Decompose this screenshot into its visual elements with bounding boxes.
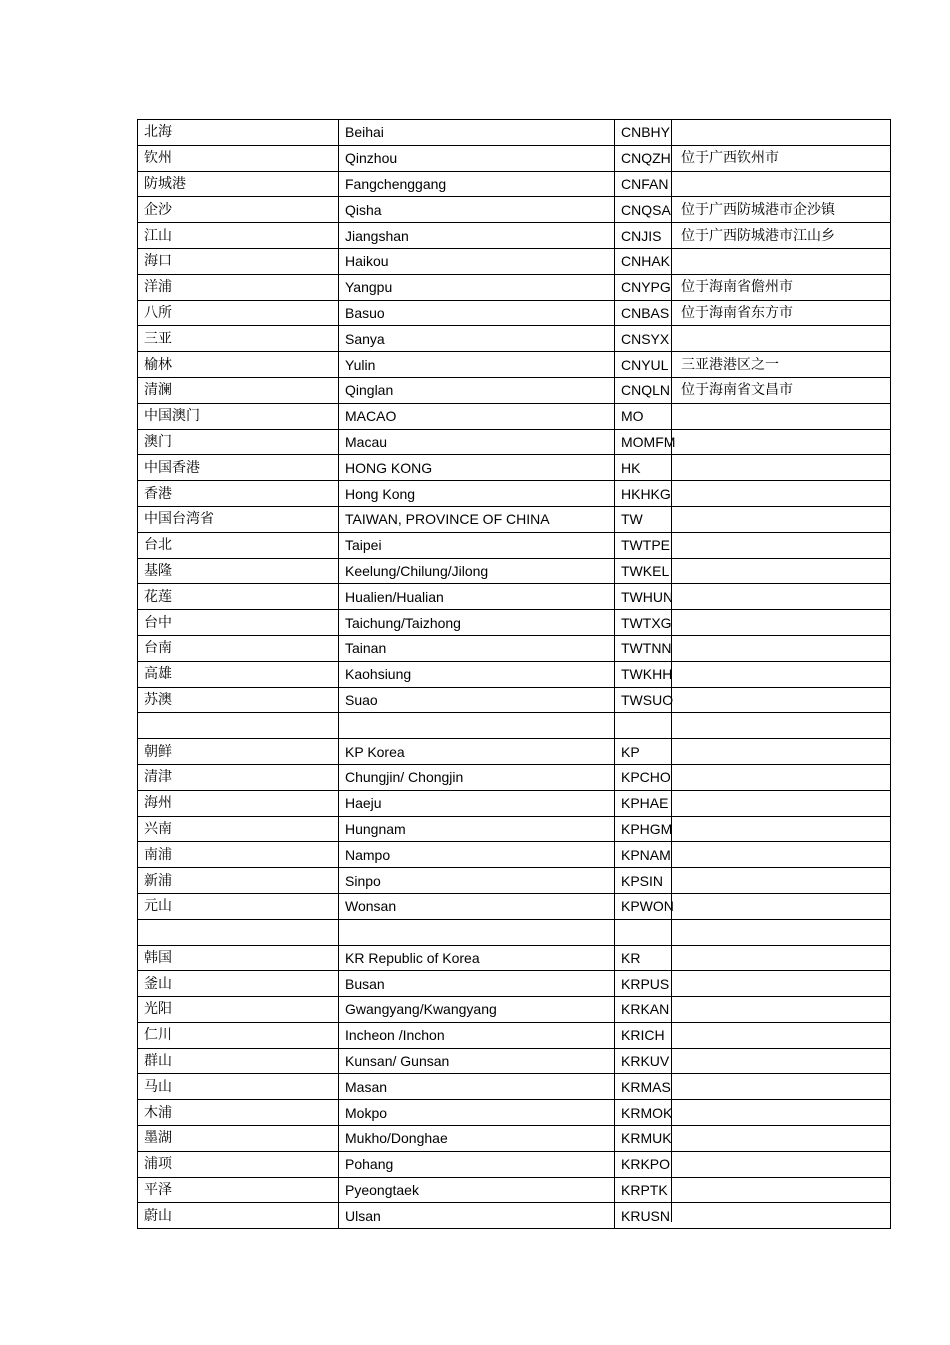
port-code-cell bbox=[615, 352, 891, 378]
port-code-cell bbox=[615, 300, 891, 326]
port-code: KRKUV bbox=[621, 1053, 670, 1070]
table-row bbox=[138, 1203, 891, 1229]
port-code: TW bbox=[621, 511, 643, 528]
port-code-cell bbox=[615, 1151, 891, 1177]
english-name-cell: Yangpu bbox=[339, 274, 615, 300]
table-row bbox=[138, 661, 891, 687]
port-code: KPSIN bbox=[621, 872, 664, 889]
english-name-cell: Kunsan/ Gunsan bbox=[339, 1048, 615, 1074]
port-code: CNQLN bbox=[621, 382, 671, 399]
english-name-cell: TAIWAN, PROVINCE OF CHINA bbox=[339, 506, 615, 532]
chinese-name-cell: 台北 bbox=[138, 532, 339, 558]
port-code: HKHKG bbox=[621, 485, 671, 502]
port-code-cell bbox=[615, 455, 891, 481]
chinese-name-cell: 木浦 bbox=[138, 1100, 339, 1126]
port-code-cell bbox=[615, 326, 891, 352]
port-code: TWKHH bbox=[621, 666, 673, 683]
table-row bbox=[138, 506, 891, 532]
port-code: KP bbox=[621, 743, 640, 760]
chinese-name-cell: 澳门 bbox=[138, 429, 339, 455]
english-name-cell: Hong Kong bbox=[339, 481, 615, 507]
chinese-name-cell bbox=[138, 919, 339, 945]
chinese-name-cell: 苏澳 bbox=[138, 687, 339, 713]
port-code: KPWON bbox=[621, 898, 674, 915]
port-code: KRPUS bbox=[621, 975, 670, 992]
port-code: CNYPG bbox=[621, 279, 671, 296]
port-code-cell bbox=[615, 997, 891, 1023]
table-row bbox=[138, 971, 891, 997]
chinese-name-cell: 花莲 bbox=[138, 584, 339, 610]
table-row bbox=[138, 687, 891, 713]
table-row bbox=[138, 868, 891, 894]
english-name-cell: Macau bbox=[339, 429, 615, 455]
english-name-cell: Keelung/Chilung/Jilong bbox=[339, 558, 615, 584]
port-note: 位于海南省东方市 bbox=[681, 304, 793, 321]
port-code-cell bbox=[615, 403, 891, 429]
port-code: KRKAN bbox=[621, 1001, 670, 1018]
english-name-cell: Pyeongtaek bbox=[339, 1177, 615, 1203]
chinese-name-cell bbox=[138, 713, 339, 739]
port-code-cell bbox=[615, 816, 891, 842]
port-code-cell bbox=[615, 1022, 891, 1048]
port-code-cell bbox=[615, 893, 891, 919]
chinese-name-cell: 墨湖 bbox=[138, 1126, 339, 1152]
english-name-cell: Jiangshan bbox=[339, 223, 615, 249]
table-row bbox=[138, 584, 891, 610]
table-row bbox=[138, 326, 891, 352]
port-code-cell bbox=[615, 868, 891, 894]
english-name-cell: Mukho/Donghae bbox=[339, 1126, 615, 1152]
english-name-cell: Gwangyang/Kwangyang bbox=[339, 997, 615, 1023]
port-code: KRKPO bbox=[621, 1156, 671, 1173]
table-row bbox=[138, 1177, 891, 1203]
port-note: 位于广西防城港市企沙镇 bbox=[681, 201, 835, 218]
table-row bbox=[138, 842, 891, 868]
english-name-cell: Chungjin/ Chongjin bbox=[339, 764, 615, 790]
port-code: KR bbox=[621, 949, 641, 966]
english-name-cell: Kaohsiung bbox=[339, 661, 615, 687]
chinese-name-cell: 釜山 bbox=[138, 971, 339, 997]
table-row bbox=[138, 739, 891, 765]
table-row bbox=[138, 945, 891, 971]
chinese-name-cell: 光阳 bbox=[138, 997, 339, 1023]
port-code-cell bbox=[615, 945, 891, 971]
english-name-cell: Sanya bbox=[339, 326, 615, 352]
port-code: TWSUO bbox=[621, 691, 674, 708]
english-name-cell bbox=[339, 713, 615, 739]
table-row bbox=[138, 377, 891, 403]
port-code-cell bbox=[615, 842, 891, 868]
port-code: CNYUL bbox=[621, 356, 669, 373]
table-row bbox=[138, 1151, 891, 1177]
chinese-name-cell: 元山 bbox=[138, 893, 339, 919]
chinese-name-cell: 企沙 bbox=[138, 197, 339, 223]
port-code: KPCHO bbox=[621, 769, 671, 786]
port-code-cell bbox=[615, 248, 891, 274]
english-name-cell: Taichung/Taizhong bbox=[339, 610, 615, 636]
port-code: KRICH bbox=[621, 1027, 665, 1044]
chinese-name-cell: 群山 bbox=[138, 1048, 339, 1074]
port-code-cell bbox=[615, 274, 891, 300]
table-row bbox=[138, 300, 891, 326]
port-note: 三亚港港区之一 bbox=[681, 356, 779, 373]
port-code: TWTPE bbox=[621, 537, 670, 554]
port-code-cell bbox=[615, 610, 891, 636]
table-row bbox=[138, 919, 891, 945]
english-name-cell: HONG KONG bbox=[339, 455, 615, 481]
port-note: 位于广西钦州市 bbox=[681, 150, 779, 167]
english-name-cell: Basuo bbox=[339, 300, 615, 326]
port-code-cell bbox=[615, 764, 891, 790]
port-code: TWKEL bbox=[621, 562, 670, 579]
table-row bbox=[138, 481, 891, 507]
chinese-name-cell: 防城港 bbox=[138, 171, 339, 197]
chinese-name-cell: 基隆 bbox=[138, 558, 339, 584]
port-code: KPHAE bbox=[621, 795, 669, 812]
port-code-cell bbox=[615, 1203, 891, 1229]
table-row bbox=[138, 790, 891, 816]
chinese-name-cell: 海州 bbox=[138, 790, 339, 816]
english-name-cell bbox=[339, 919, 615, 945]
english-name-cell: Beihai bbox=[339, 120, 615, 146]
english-name-cell: Haikou bbox=[339, 248, 615, 274]
port-code: KRMOK bbox=[621, 1104, 673, 1121]
port-code: HK bbox=[621, 459, 641, 476]
chinese-name-cell: 中国香港 bbox=[138, 455, 339, 481]
table-row bbox=[138, 352, 891, 378]
table-row bbox=[138, 558, 891, 584]
port-code-cell bbox=[615, 558, 891, 584]
english-name-cell: Taipei bbox=[339, 532, 615, 558]
english-name-cell: Yulin bbox=[339, 352, 615, 378]
chinese-name-cell: 浦项 bbox=[138, 1151, 339, 1177]
english-name-cell: Qinzhou bbox=[339, 145, 615, 171]
table-row bbox=[138, 764, 891, 790]
english-name-cell: Wonsan bbox=[339, 893, 615, 919]
port-code: TWHUN bbox=[621, 588, 674, 605]
table-row bbox=[138, 1048, 891, 1074]
port-code-cell bbox=[615, 506, 891, 532]
port-code-cell bbox=[615, 197, 891, 223]
port-code-cell bbox=[615, 120, 891, 146]
port-code-cell bbox=[615, 790, 891, 816]
port-code-cell bbox=[615, 1126, 891, 1152]
port-code-cell bbox=[615, 635, 891, 661]
table-row bbox=[138, 1022, 891, 1048]
port-code: CNHAK bbox=[621, 253, 671, 270]
port-code-cell bbox=[615, 532, 891, 558]
english-name-cell: Busan bbox=[339, 971, 615, 997]
english-name-cell: Incheon /Inchon bbox=[339, 1022, 615, 1048]
chinese-name-cell: 海口 bbox=[138, 248, 339, 274]
table-row bbox=[138, 893, 891, 919]
english-name-cell: Qinglan bbox=[339, 377, 615, 403]
port-code-cell bbox=[615, 377, 891, 403]
port-code-cell bbox=[615, 661, 891, 687]
english-name-cell: Nampo bbox=[339, 842, 615, 868]
port-code: CNFAN bbox=[621, 175, 669, 192]
port-code-cell bbox=[615, 429, 891, 455]
chinese-name-cell: 蔚山 bbox=[138, 1203, 339, 1229]
table-row bbox=[138, 1074, 891, 1100]
port-code: MO bbox=[621, 408, 644, 425]
english-name-cell: Tainan bbox=[339, 635, 615, 661]
table-row bbox=[138, 248, 891, 274]
port-note: 位于海南省文昌市 bbox=[681, 382, 793, 399]
table-row bbox=[138, 274, 891, 300]
port-code-cell bbox=[615, 171, 891, 197]
english-name-cell: Ulsan bbox=[339, 1203, 615, 1229]
port-code: CNBHY bbox=[621, 124, 671, 141]
english-name-cell: Mokpo bbox=[339, 1100, 615, 1126]
english-name-cell: Masan bbox=[339, 1074, 615, 1100]
port-code: CNQZH bbox=[621, 150, 671, 167]
chinese-name-cell: 马山 bbox=[138, 1074, 339, 1100]
english-name-cell: KP Korea bbox=[339, 739, 615, 765]
port-code: KRMUK bbox=[621, 1130, 672, 1147]
table-row bbox=[138, 713, 891, 739]
port-code-cell bbox=[615, 739, 891, 765]
port-code: CNBAS bbox=[621, 304, 670, 321]
chinese-name-cell: 八所 bbox=[138, 300, 339, 326]
chinese-name-cell: 洋浦 bbox=[138, 274, 339, 300]
table-row bbox=[138, 223, 891, 249]
port-code-cell bbox=[615, 713, 891, 739]
table-row bbox=[138, 1126, 891, 1152]
english-name-cell: Pohang bbox=[339, 1151, 615, 1177]
port-code: KRPTK bbox=[621, 1182, 668, 1199]
table-row bbox=[138, 403, 891, 429]
english-name-cell: KR Republic of Korea bbox=[339, 945, 615, 971]
port-note: 位于海南省儋州市 bbox=[681, 279, 793, 296]
table-row bbox=[138, 997, 891, 1023]
chinese-name-cell: 中国台湾省 bbox=[138, 506, 339, 532]
chinese-name-cell: 清津 bbox=[138, 764, 339, 790]
port-code-cell bbox=[615, 1177, 891, 1203]
port-code: CNJIS bbox=[621, 227, 662, 244]
port-note: 位于广西防城港市江山乡 bbox=[681, 227, 835, 244]
port-code: CNQSA bbox=[621, 201, 671, 218]
chinese-name-cell: 清澜 bbox=[138, 377, 339, 403]
chinese-name-cell: 朝鲜 bbox=[138, 739, 339, 765]
port-code: TWTNN bbox=[621, 640, 672, 657]
table-row bbox=[138, 429, 891, 455]
chinese-name-cell: 新浦 bbox=[138, 868, 339, 894]
table-row bbox=[138, 1100, 891, 1126]
table-row bbox=[138, 145, 891, 171]
chinese-name-cell: 台中 bbox=[138, 610, 339, 636]
chinese-name-cell: 江山 bbox=[138, 223, 339, 249]
table-row bbox=[138, 532, 891, 558]
chinese-name-cell: 南浦 bbox=[138, 842, 339, 868]
port-code: KPNAM bbox=[621, 846, 671, 863]
table-body bbox=[138, 120, 891, 1229]
table-row bbox=[138, 171, 891, 197]
chinese-name-cell: 韩国 bbox=[138, 945, 339, 971]
table-row bbox=[138, 455, 891, 481]
chinese-name-cell: 中国澳门 bbox=[138, 403, 339, 429]
table-row bbox=[138, 120, 891, 146]
port-code-cell bbox=[615, 919, 891, 945]
english-name-cell: Hungnam bbox=[339, 816, 615, 842]
chinese-name-cell: 三亚 bbox=[138, 326, 339, 352]
chinese-name-cell: 榆林 bbox=[138, 352, 339, 378]
port-code-cell bbox=[615, 584, 891, 610]
chinese-name-cell: 兴南 bbox=[138, 816, 339, 842]
port-code-cell bbox=[615, 1048, 891, 1074]
chinese-name-cell: 高雄 bbox=[138, 661, 339, 687]
port-code: KPHGM bbox=[621, 820, 673, 837]
port-code: TWTXG bbox=[621, 614, 672, 631]
table-row bbox=[138, 635, 891, 661]
port-code-table bbox=[137, 119, 891, 1229]
chinese-name-cell: 平泽 bbox=[138, 1177, 339, 1203]
english-name-cell: Fangchenggang bbox=[339, 171, 615, 197]
chinese-name-cell: 香港 bbox=[138, 481, 339, 507]
chinese-name-cell: 台南 bbox=[138, 635, 339, 661]
port-code-cell bbox=[615, 481, 891, 507]
port-code-cell bbox=[615, 971, 891, 997]
port-code: KRUSN bbox=[621, 1207, 671, 1224]
table-row bbox=[138, 197, 891, 223]
port-code-cell bbox=[615, 145, 891, 171]
english-name-cell: Haeju bbox=[339, 790, 615, 816]
chinese-name-cell: 仁川 bbox=[138, 1022, 339, 1048]
port-code: CNSYX bbox=[621, 330, 670, 347]
english-name-cell: MACAO bbox=[339, 403, 615, 429]
table-row bbox=[138, 816, 891, 842]
port-code-cell bbox=[615, 223, 891, 249]
english-name-cell: Qisha bbox=[339, 197, 615, 223]
port-code: MOMFM bbox=[621, 433, 676, 450]
port-code: KRMAS bbox=[621, 1078, 671, 1095]
table-row bbox=[138, 610, 891, 636]
english-name-cell: Hualien/Hualian bbox=[339, 584, 615, 610]
chinese-name-cell: 北海 bbox=[138, 120, 339, 146]
port-code-cell bbox=[615, 1100, 891, 1126]
port-code-cell bbox=[615, 1074, 891, 1100]
english-name-cell: Sinpo bbox=[339, 868, 615, 894]
port-code-cell bbox=[615, 687, 891, 713]
english-name-cell: Suao bbox=[339, 687, 615, 713]
chinese-name-cell: 钦州 bbox=[138, 145, 339, 171]
